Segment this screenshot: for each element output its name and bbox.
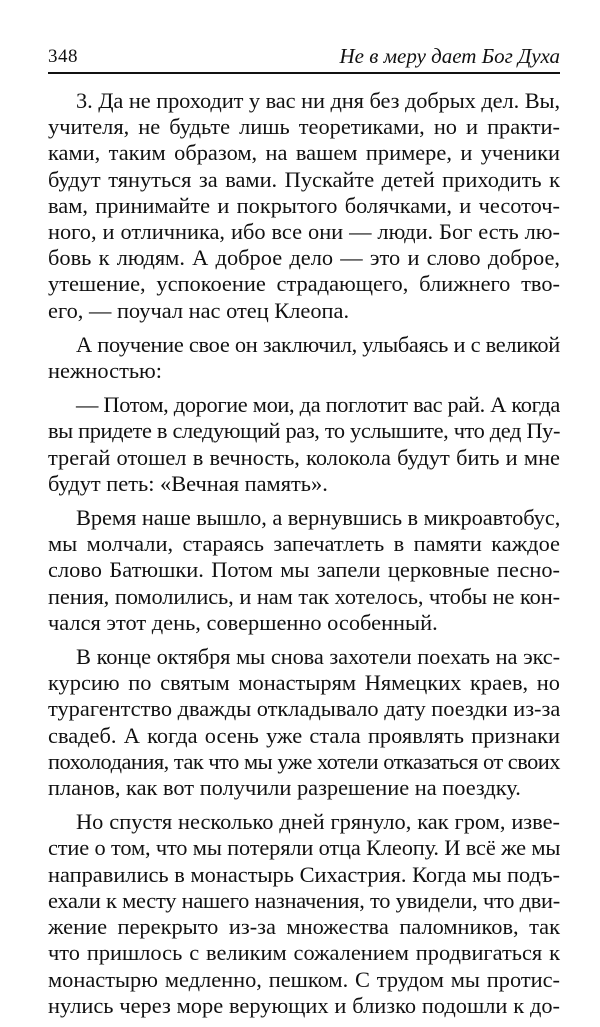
text-line: монастырю медленно, пешком. С трудом мы протис- xyxy=(48,966,560,992)
book-page xyxy=(48,36,561,1018)
text-line: турагентство дважды откладывало дату поездки из-за xyxy=(48,696,561,722)
text-line: Время наше вышло, а вернувшись в микроавтобус, xyxy=(76,505,561,531)
text-line: вы придете в следующий раз, то услышите, что дед Пу- xyxy=(48,418,560,444)
text-line: В конце октября мы снова захотели поехать на экс- xyxy=(76,644,560,670)
text-line: учителя, не будьте лишь теоретиками, но и практи- xyxy=(48,114,560,140)
text-line: нулись через море верующих и близко подошли к до- xyxy=(48,992,560,1018)
text-line: мы молчали, стараясь запечатлеть в памяти каждое xyxy=(48,531,560,557)
page-header xyxy=(48,36,560,74)
body-text xyxy=(48,88,560,1027)
text-line: планов, как вот получили разрешение на поездку. xyxy=(48,775,521,801)
paragraph-paradise xyxy=(48,392,560,497)
text-line: А поучение свое он заключил, улыбаясь и с великой xyxy=(76,331,560,357)
text-line: направились в монастырь Сихастрия. Когда мы подъ- xyxy=(48,861,560,887)
paragraph-teachers xyxy=(48,88,560,324)
text-line: чался этот день, совершенно особенный. xyxy=(48,609,438,635)
text-line: ками, таким образом, на вашем примере, и ученики xyxy=(48,140,560,166)
running-title: Не в меру дает Бог Духа xyxy=(339,44,560,68)
text-line: 3. Да не проходит у вас ни дня без добрых дел. Вы, xyxy=(76,88,560,113)
text-line: ехали к месту нашего назначения, то увидели, что дви- xyxy=(48,887,560,913)
text-line: нежностью: xyxy=(48,358,163,384)
text-line: трегай отошел в вечность, колокола будут бить и мне xyxy=(48,444,560,470)
page-number: 348 xyxy=(48,46,78,67)
text-line: слово Батюшки. Потом мы запели церковные песно- xyxy=(48,557,560,583)
text-line: стие о том, что мы потеряли отца Клеопу. И всё же мы xyxy=(48,835,561,861)
text-line: будут тянуться за вами. Пускайте детей приходить к xyxy=(48,166,560,192)
text-line: курсию по святым монастырям Нямецких краев, но xyxy=(48,670,560,696)
text-line: пения, помолились, и нам так хотелось, чтобы не кон- xyxy=(48,583,560,609)
paragraph-sihastria xyxy=(48,809,560,1019)
text-line: свадеб. А когда осень уже стала проявлять признаки xyxy=(48,722,560,748)
text-line: бовь к людям. А доброе дело — это и слово доброе, xyxy=(48,245,560,271)
text-line: — Потом, дорогие мои, да поглотит вас рай. А когда xyxy=(76,392,560,418)
text-line: жение перекрыто из-за множества паломников, так xyxy=(48,914,560,940)
text-line: будут петь: «Вечная память». xyxy=(48,470,328,496)
text-line: вам, принимайте и покрытого болячками, и чесоточ- xyxy=(48,192,560,218)
text-line: утешение, успокоение страдающего, ближнего тво- xyxy=(48,271,560,297)
text-line: Но спустя несколько дней грянуло, как гром, изве- xyxy=(76,809,560,835)
text-line: похолодания, так что мы уже хотели отказаться от своих xyxy=(48,748,560,774)
text-line: ного, и отличника, ибо все они — люди. Бог есть лю- xyxy=(48,219,560,245)
text-line: что пришлось с великим сожалением продвигаться к xyxy=(48,940,560,966)
paragraph-conclusion xyxy=(48,332,560,384)
paragraph-minibus xyxy=(48,505,560,636)
text-line: его, — поучал нас отец Клеопа. xyxy=(48,297,350,323)
paragraph-october xyxy=(48,644,560,801)
